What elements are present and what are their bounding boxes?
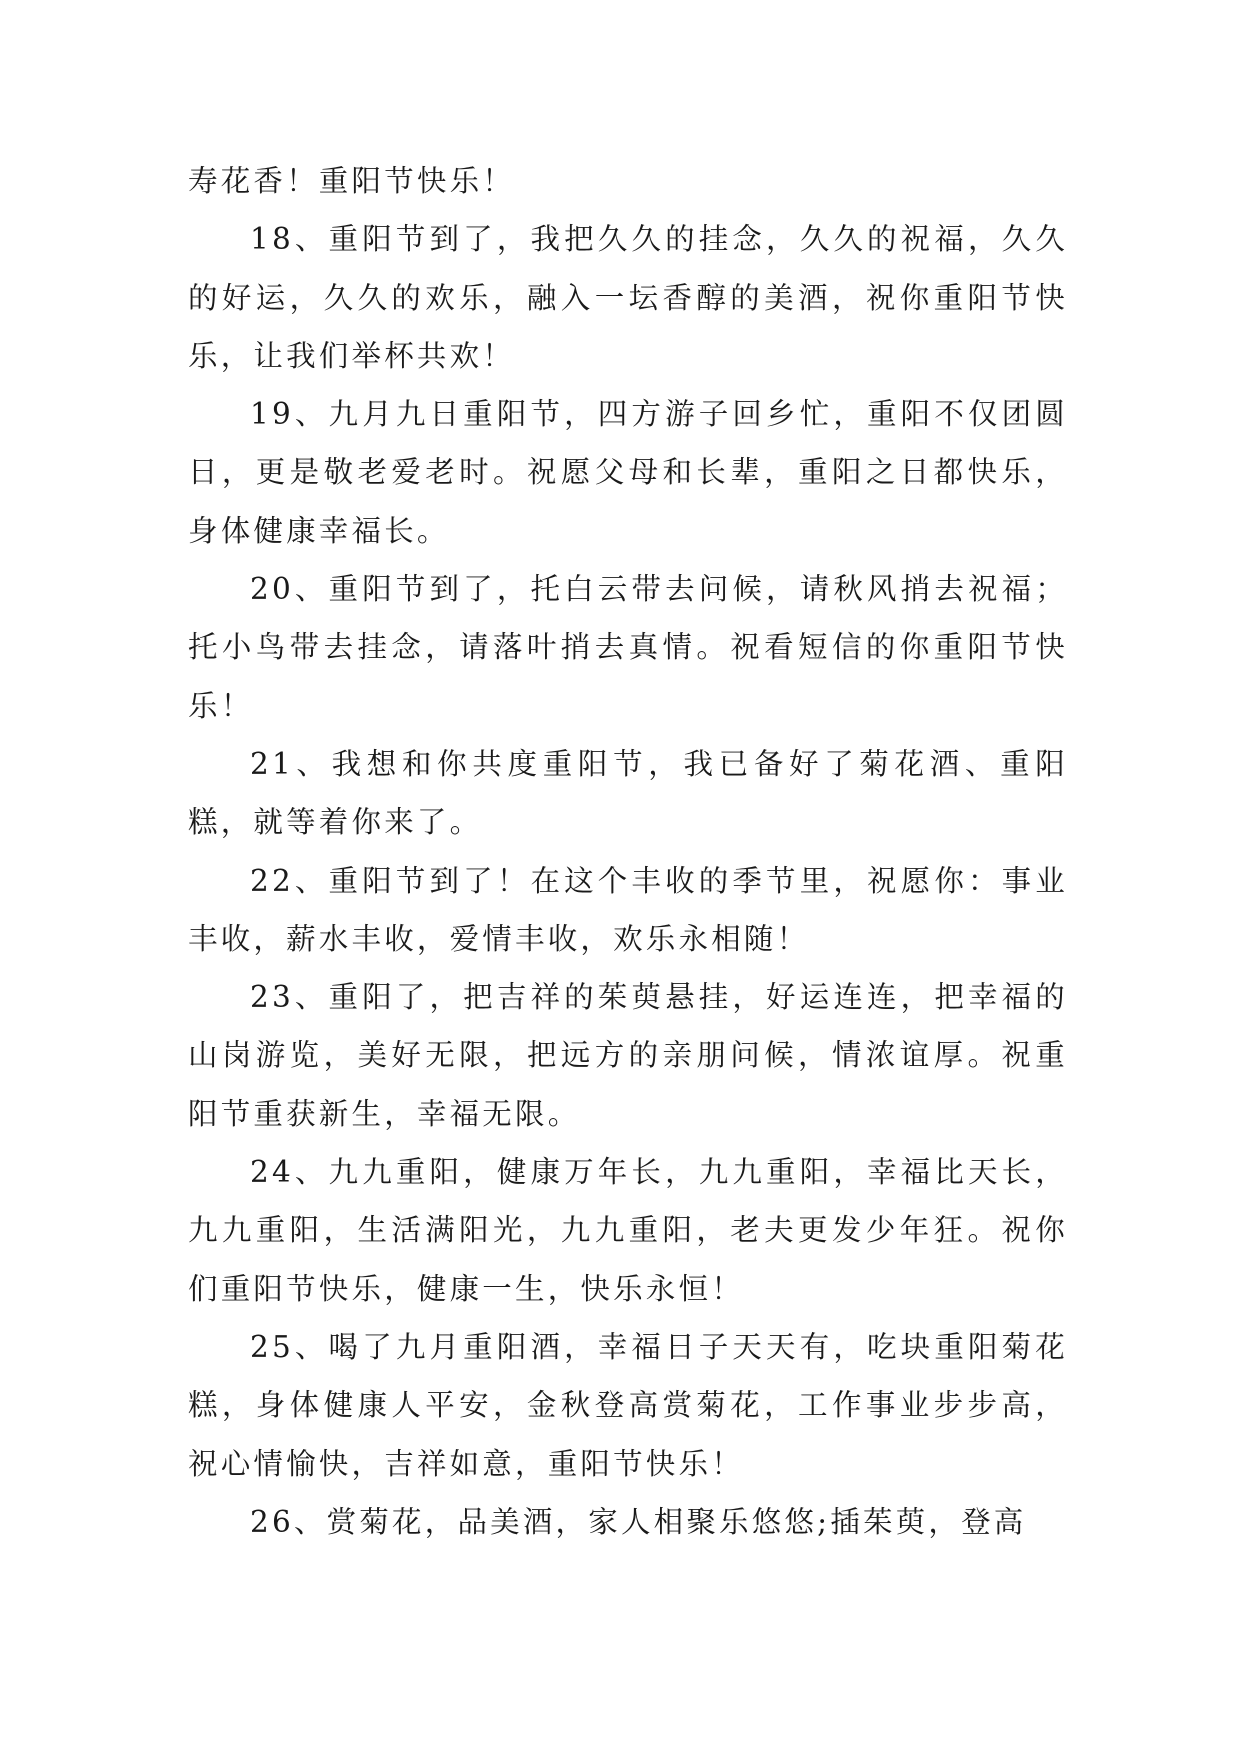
paragraph-18: 18、重阳节到了，我把久久的挂念，久久的祝福，久久的好运，久久的欢乐，融入一坛香醇的美酒，祝你重阳节快乐，让我们举杯共欢！ <box>188 222 1068 373</box>
paragraph-25: 25、喝了九月重阳酒，幸福日子天天有，吃块重阳菊花糕，身体健康人平安，金秋登高赏菊花，工作事业步步高，祝心情愉快，吉祥如意，重阳节快乐！ <box>188 1329 1068 1481</box>
paragraph-23: 23、重阳了，把吉祥的茱萸悬挂，好运连连，把幸福的山岗游览，美好无限，把远方的亲朋问候，情浓谊厚。祝重阳节重获新生，幸福无限。 <box>188 980 1068 1131</box>
paragraph-22: 22、重阳节到了！在这个丰收的季节里，祝愿你：事业丰收，薪水丰收，爱情丰收，欢乐永相随！ <box>188 863 1068 956</box>
paragraph-continuation: 寿花香！重阳节快乐！ <box>188 164 516 198</box>
paragraph-19: 19、九月九日重阳节，四方游子回乡忙，重阳不仅团圆日，更是敬老爱老时。祝愿父母和长辈，重阳之日都快乐，身体健康幸福长。 <box>188 397 1068 548</box>
document-body <box>188 152 1068 1551</box>
paragraph-20: 20、重阳节到了，托白云带去问候，请秋风捎去祝福；托小鸟带去挂念，请落叶捎去真情。祝看短信的你重阳节快乐！ <box>188 572 1068 723</box>
paragraph-21: 21、我想和你共度重阳节，我已备好了菊花酒、重阳糕，就等着你来了。 <box>188 746 1068 840</box>
paragraph-24: 24、九九重阳，健康万年长，九九重阳，幸福比天长，九九重阳，生活满阳光，九九重阳，老夫更发少年狂。祝你们重阳节快乐，健康一生，快乐永恒！ <box>188 1155 1068 1306</box>
paragraph-26: 26、赏菊花，品美酒，家人相聚乐悠悠;插茱萸，登高 <box>250 1504 1027 1539</box>
